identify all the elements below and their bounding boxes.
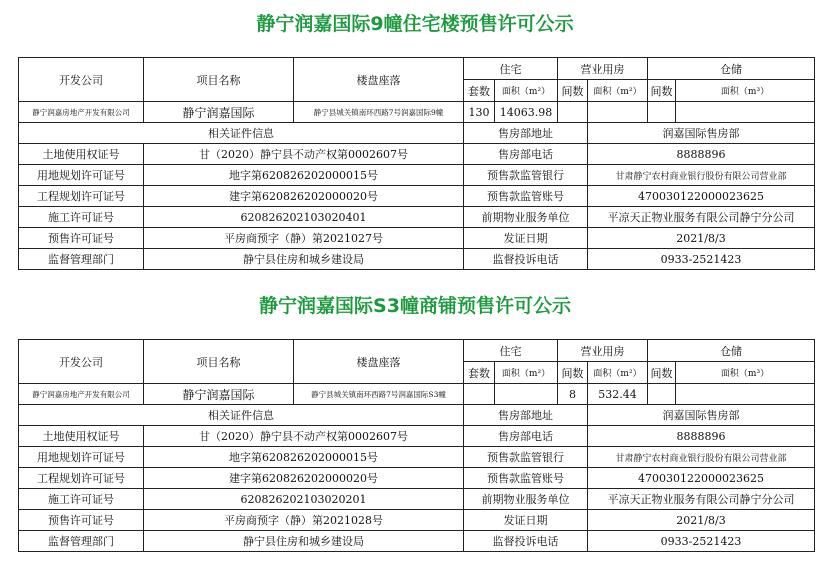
- complaint-phone-value: 0933-2521423: [588, 249, 815, 270]
- land-cert-value: 甘（2020）静宁县不动产权第0002607号: [144, 144, 464, 165]
- sales-address-label: 售房部地址: [464, 123, 588, 144]
- property-service-label: 前期物业服务单位: [464, 489, 588, 510]
- residential-area-header: 面积（m²）: [495, 80, 558, 102]
- residential-units-value: 130: [464, 102, 495, 123]
- escrow-bank-value: 甘肃静宁农村商业银行股份有限公司营业部: [588, 165, 815, 186]
- commercial-area-value: 532.44: [588, 384, 648, 405]
- escrow-account-label: 预售款监管账号: [464, 468, 588, 489]
- residential-header: 住宅: [464, 58, 558, 80]
- issue-date-label: 发证日期: [464, 510, 588, 531]
- planning-permit-label: 用地规划许可证号: [19, 447, 144, 468]
- engineering-permit-label: 工程规划许可证号: [19, 468, 144, 489]
- certs-header: 相关证件信息: [19, 405, 464, 426]
- presale-permit-label: 预售许可证号: [19, 228, 144, 249]
- presale-permit-label: 预售许可证号: [19, 510, 144, 531]
- residential-units-header: 套数: [464, 80, 495, 102]
- storage-area-value: [676, 384, 815, 405]
- land-cert-label: 土地使用权证号: [19, 144, 144, 165]
- land-cert-label: 土地使用权证号: [19, 426, 144, 447]
- location-header: 楼盘座落: [294, 58, 464, 102]
- sales-phone-value: 8888896: [588, 426, 815, 447]
- presale-permit-value: 平房商预字（静）第2021027号: [144, 228, 464, 249]
- property-service-value: 平凉天正物业服务有限公司静宁分公司: [588, 207, 815, 228]
- sales-address-value: 润嘉国际售房部: [588, 405, 815, 426]
- engineering-permit-value: 建字第620826202000020号: [144, 186, 464, 207]
- escrow-bank-value: 甘肃静宁农村商业银行股份有限公司营业部: [588, 447, 815, 468]
- storage-units-header: 间数: [648, 362, 676, 384]
- storage-units-header: 间数: [648, 80, 676, 102]
- project-name-header: 项目名称: [144, 340, 294, 384]
- storage-units-value: [648, 102, 676, 123]
- planning-permit-value: 地字第620826202000015号: [144, 447, 464, 468]
- commercial-header: 营业用房: [558, 340, 648, 362]
- sales-phone-label: 售房部电话: [464, 144, 588, 165]
- construction-permit-value: 620826202103020201: [144, 489, 464, 510]
- storage-header: 仓储: [648, 58, 815, 80]
- issue-date-label: 发证日期: [464, 228, 588, 249]
- commercial-units-header: 间数: [558, 362, 588, 384]
- commercial-units-header: 间数: [558, 80, 588, 102]
- commercial-area-header: 面积（m²）: [588, 362, 648, 384]
- supervision-dept-label: 监督管理部门: [19, 249, 144, 270]
- location-value: 静宁县城关镇南环西路7号润嘉国际9幢: [294, 102, 464, 123]
- developer-value: 静宁润嘉房地产开发有限公司: [19, 384, 144, 405]
- escrow-account-value: 470030122000023625: [588, 468, 815, 489]
- supervision-dept-label: 监督管理部门: [19, 531, 144, 552]
- engineering-permit-label: 工程规划许可证号: [19, 186, 144, 207]
- developer-header: 开发公司: [19, 340, 144, 384]
- storage-area-header: 面积（m³）: [676, 80, 815, 102]
- developer-header: 开发公司: [19, 58, 144, 102]
- project-name-value: 静宁润嘉国际: [144, 102, 294, 123]
- project-name-value: 静宁润嘉国际: [144, 384, 294, 405]
- escrow-account-value: 470030122000023625: [588, 186, 815, 207]
- presale-notice-table: [18, 57, 815, 270]
- commercial-units-value: [558, 102, 588, 123]
- supervision-dept-value: 静宁县住房和城乡建设局: [144, 249, 464, 270]
- complaint-phone-label: 监督投诉电话: [464, 249, 588, 270]
- developer-value: 静宁润嘉房地产开发有限公司: [19, 102, 144, 123]
- planning-permit-value: 地字第620826202000015号: [144, 165, 464, 186]
- engineering-permit-value: 建字第620826202000020号: [144, 468, 464, 489]
- land-cert-value: 甘（2020）静宁县不动产权第0002607号: [144, 426, 464, 447]
- project-name-header: 项目名称: [144, 58, 294, 102]
- property-service-label: 前期物业服务单位: [464, 207, 588, 228]
- storage-header: 仓储: [648, 340, 815, 362]
- residential-area-header: 面积（m²）: [495, 362, 558, 384]
- residential-units-header: 套数: [464, 362, 495, 384]
- escrow-account-label: 预售款监管账号: [464, 186, 588, 207]
- issue-date-value: 2021/8/3: [588, 510, 815, 531]
- residential-units-value: [464, 384, 495, 405]
- escrow-bank-label: 预售款监管银行: [464, 165, 588, 186]
- construction-permit-label: 施工许可证号: [19, 489, 144, 510]
- storage-area-value: [676, 102, 815, 123]
- notice-title: 静宁润嘉国际S3幢商铺预售许可公示: [259, 295, 571, 317]
- construction-permit-label: 施工许可证号: [19, 207, 144, 228]
- issue-date-value: 2021/8/3: [588, 228, 815, 249]
- construction-permit-value: 620826202103020401: [144, 207, 464, 228]
- presale-notice-table: [18, 339, 815, 552]
- sales-address-value: 润嘉国际售房部: [588, 123, 815, 144]
- residential-header: 住宅: [464, 340, 558, 362]
- sales-phone-value: 8888896: [588, 144, 815, 165]
- supervision-dept-value: 静宁县住房和城乡建设局: [144, 531, 464, 552]
- commercial-area-header: 面积（m²）: [588, 80, 648, 102]
- certs-header: 相关证件信息: [19, 123, 464, 144]
- planning-permit-label: 用地规划许可证号: [19, 165, 144, 186]
- storage-area-header: 面积（m³）: [676, 362, 815, 384]
- sales-address-label: 售房部地址: [464, 405, 588, 426]
- commercial-header: 营业用房: [558, 58, 648, 80]
- complaint-phone-value: 0933-2521423: [588, 531, 815, 552]
- storage-units-value: [648, 384, 676, 405]
- commercial-units-value: 8: [558, 384, 588, 405]
- location-header: 楼盘座落: [294, 340, 464, 384]
- escrow-bank-label: 预售款监管银行: [464, 447, 588, 468]
- property-service-value: 平凉天正物业服务有限公司静宁分公司: [588, 489, 815, 510]
- residential-area-value: [495, 384, 558, 405]
- sales-phone-label: 售房部电话: [464, 426, 588, 447]
- notice-title: 静宁润嘉国际9幢住宅楼预售许可公示: [256, 13, 574, 35]
- complaint-phone-label: 监督投诉电话: [464, 531, 588, 552]
- commercial-area-value: [588, 102, 648, 123]
- presale-permit-value: 平房商预字（静）第2021028号: [144, 510, 464, 531]
- location-value: 静宁县城关镇南环西路7号润嘉国际S3幢: [294, 384, 464, 405]
- residential-area-value: 14063.98: [495, 102, 558, 123]
